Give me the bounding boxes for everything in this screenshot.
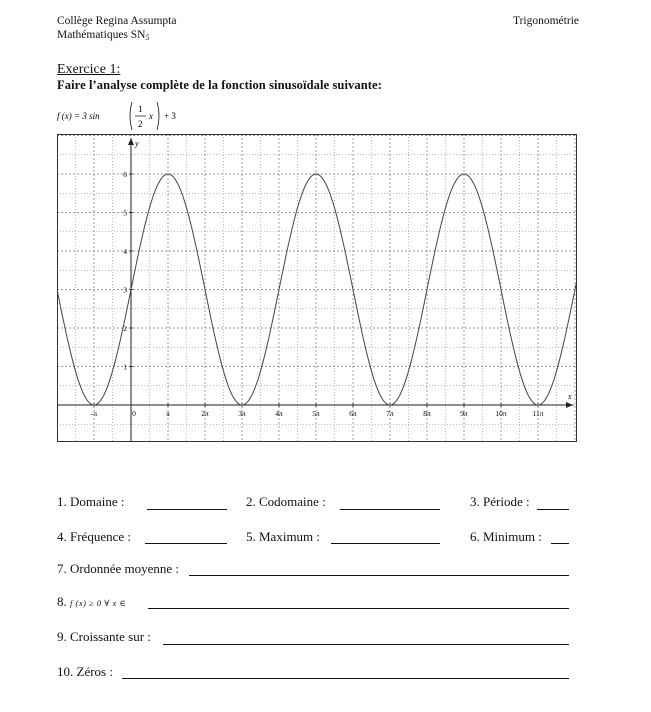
school-name: Collège Regina Assumpta [57, 15, 177, 27]
y-tick-label: 1 [123, 362, 127, 372]
answer-9-line[interactable] [163, 643, 569, 645]
y-tick-label: 5 [123, 208, 127, 218]
x-tick-label: 5π [312, 409, 320, 418]
y-tick-label: 4 [123, 247, 127, 256]
x-tick-label: π [166, 409, 170, 418]
formula-numerator: 1 [138, 104, 143, 114]
question-1-num: 1. [57, 494, 67, 509]
question-10-num: 10. [57, 664, 74, 679]
question-2-label: Codomaine : [259, 494, 326, 509]
question-4 [57, 529, 131, 545]
x-tick-label: 2π [201, 409, 209, 418]
question-4-num: 4. [57, 529, 67, 544]
exercise-instruction: Faire l’analyse complète de la fonction sinusoïdale suivante: [57, 78, 382, 92]
question-7-label: Ordonnée moyenne : [70, 561, 180, 576]
question-6-num: 6. [470, 529, 480, 544]
question-8-label: f (x) ≥ 0 ∀ x ∈ [70, 598, 127, 608]
answer-4-line[interactable] [145, 542, 227, 544]
question-6 [470, 529, 542, 545]
question-5 [246, 529, 320, 545]
y-tick-label: 2 [123, 324, 127, 333]
subject-title: Trigonométrie [512, 15, 579, 27]
y-axis-arrow [128, 138, 134, 145]
course-main: Mathématiques SN [57, 29, 146, 41]
formula-right-paren [157, 102, 159, 130]
formula-denominator: 2 [138, 119, 143, 129]
answer-8-line[interactable] [148, 607, 569, 609]
graph-axes [57, 138, 573, 442]
question-1 [57, 494, 125, 510]
answer-7-line[interactable] [189, 574, 569, 576]
question-2-num: 2. [246, 494, 256, 509]
question-3-label: Période : [483, 494, 530, 509]
x-axis-arrow [566, 402, 573, 408]
y-axis-label: y [135, 139, 139, 148]
question-6-label: Minimum : [483, 529, 542, 544]
question-7-num: 7. [57, 561, 67, 576]
question-5-num: 5. [246, 529, 256, 544]
x-tick-label: 4π [275, 409, 283, 418]
x-tick-label: 10π [495, 409, 507, 418]
answer-2-line[interactable] [340, 508, 440, 510]
x-tick-label: 8π [423, 409, 431, 418]
y-tick-label: 3 [123, 285, 127, 295]
question-9-label: Croissante sur : [70, 629, 151, 644]
exercise-title: Exercice 1: [57, 62, 121, 77]
question-8-num: 8. [57, 594, 67, 609]
sinusoid-graph [57, 134, 577, 442]
formula-rhs: + 3 [164, 111, 176, 121]
course-name [57, 28, 149, 45]
question-10 [57, 664, 113, 680]
course-sub: 5 [145, 33, 150, 42]
question-8 [57, 594, 126, 610]
x-tick-label: 11π [532, 409, 544, 418]
question-1-label: Domaine : [70, 494, 125, 509]
x-tick-label: 9π [460, 409, 468, 418]
y-tick-label: 6 [123, 170, 127, 179]
formula-var: x [149, 111, 153, 121]
answer-5-line[interactable] [331, 542, 440, 544]
question-4-label: Fréquence : [70, 529, 132, 544]
formula-left-paren [130, 102, 132, 130]
function-formula [57, 98, 217, 134]
graph-grid [57, 134, 577, 442]
answer-6-line[interactable] [551, 542, 569, 544]
answer-10-line[interactable] [122, 677, 569, 679]
answer-1-line[interactable] [147, 508, 227, 510]
question-5-label: Maximum : [259, 529, 321, 544]
x-tick-label: 3π [238, 409, 246, 418]
x-tick-label: -π [90, 409, 98, 418]
question-3-num: 3. [470, 494, 480, 509]
question-9-num: 9. [57, 629, 67, 644]
graph-frame [58, 135, 577, 442]
x-tick-label: 6π [349, 409, 357, 418]
answer-3-line[interactable] [537, 508, 569, 510]
x-tick-label: 0 [132, 409, 136, 418]
x-axis-label: x [568, 392, 572, 401]
formula-lhs: f (x) = 3 sin [57, 111, 100, 121]
x-tick-label: 7π [386, 409, 394, 418]
graph-ticks [91, 170, 544, 418]
question-7 [57, 561, 179, 577]
question-2 [246, 494, 326, 510]
question-3 [470, 494, 530, 510]
question-10-label: Zéros : [76, 664, 113, 679]
question-9 [57, 629, 151, 645]
